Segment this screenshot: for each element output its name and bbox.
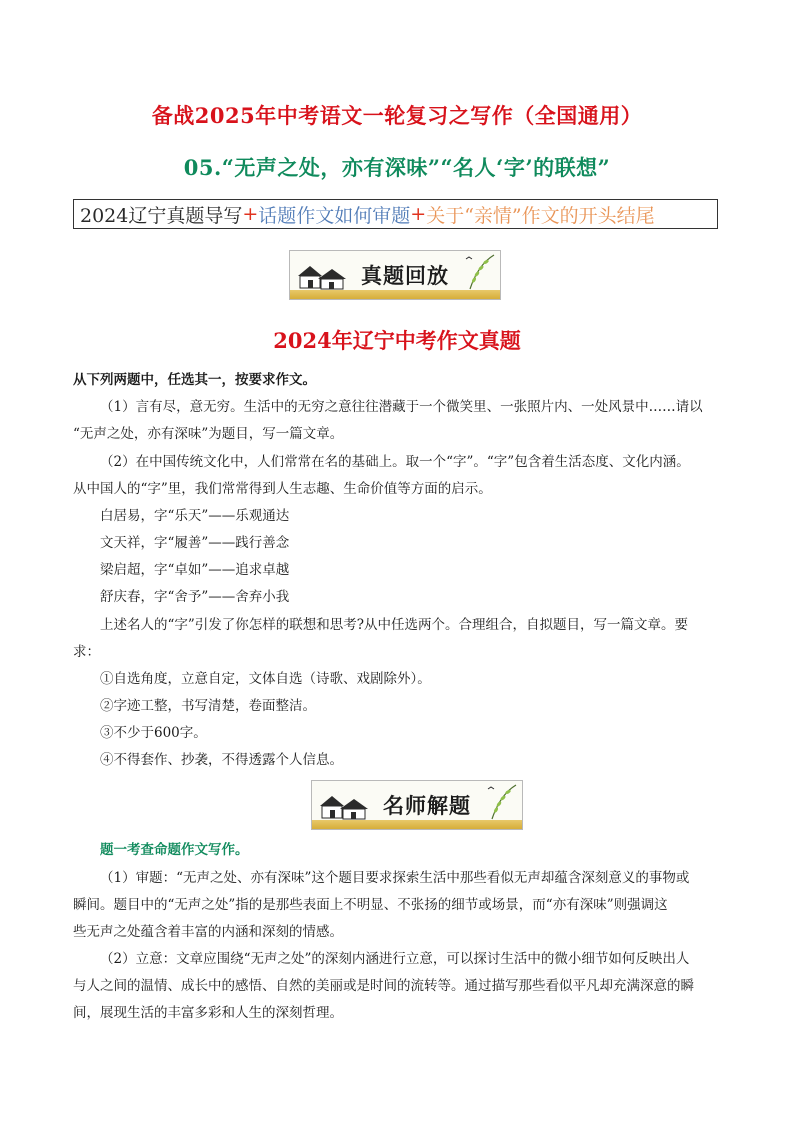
analysis-p2-line1: （2）立意：文章应围绕“无声之处”的深刻内涵进行立意，可以探讨生活中的微小细节如何反映出人 <box>100 951 690 967</box>
analysis-heading: 题一考查命题作文写作。 <box>100 842 249 858</box>
analysis-p1-line3: 些无声之处蕴含着丰富的内涵和深刻的情感。 <box>73 924 343 940</box>
prompt-name-1: 白居易，字“乐天”——乐观通达 <box>100 508 290 524</box>
prompt-name-3: 梁启超，字“卓如”——追求卓越 <box>100 562 290 578</box>
requirement-3: ③不少于600字。 <box>100 725 207 741</box>
prompt-q2-line1: （2）在中国传统文化中，人们常常在名的基础上。取一个“字”。“字”包含着生活态度、文化内涵。 <box>100 454 690 470</box>
willow-branch-icon <box>480 783 518 823</box>
prompt-q2-ask-line2: 求： <box>73 644 100 660</box>
analysis-p1-line1: （1）审题：“无声之处、亦有深味”这个题目要求探索生活中那些看似无声却蕴含深刻意义的事物或 <box>100 870 690 886</box>
guide-part-2: 话题作文如何审题 <box>258 204 411 227</box>
prompt-q1-line1: （1）言有尽，意无穷。生活中的无穷之意往往潜藏于一个微笑里、一张照片内、一处风景中……请以 <box>100 399 703 415</box>
real-exam-banner <box>289 250 501 300</box>
prompt-q2-ask-line1: 上述名人的“字”引发了你怎样的联想和思考?从中任选两个。合理组合，自拟题目，写一篇文章。要 <box>100 617 689 633</box>
guide-plus-1: + <box>242 203 259 225</box>
willow-branch-icon <box>458 253 496 293</box>
requirement-4: ④不得套作、抄袭，不得透露个人信息。 <box>100 752 343 768</box>
teacher-banner-label: 名师解题 <box>383 794 471 818</box>
village-houses-icon <box>296 260 348 292</box>
document-title: 备战2025年中考语文一轮复习之写作（全国通用） <box>151 103 643 128</box>
requirement-2: ②字迹工整，书写清楚，卷面整洁。 <box>100 698 316 714</box>
real-exam-banner-label: 真题回放 <box>361 264 449 288</box>
analysis-p2-line3: 间，展现生活的丰富多彩和人生的深刻哲理。 <box>73 1005 343 1021</box>
guide-box <box>73 199 718 229</box>
document-subtitle: 05.“无声之处，亦有深味”“名人‘字’的联想” <box>183 155 611 180</box>
village-houses-icon <box>318 790 370 822</box>
guide-part-1: 2024辽宁真题导写 <box>80 204 243 227</box>
analysis-p1-line2: 瞬间。题目中的“无声之处”指的是那些表面上不明显、不张扬的细节或场景，而“亦有深味”则强调这 <box>73 897 668 913</box>
prompt-name-2: 文天祥，字“履善”——践行善念 <box>100 535 290 551</box>
teacher-banner <box>311 780 523 830</box>
section-title: 2024年辽宁中考作文真题 <box>273 328 521 353</box>
guide-part-3: 关于“亲情”作文的开头结尾 <box>426 204 655 227</box>
prompt-intro: 从下列两题中，任选其一，按要求作文。 <box>73 372 316 388</box>
prompt-name-4: 舒庆春，字“舍予”——舍弃小我 <box>100 589 290 605</box>
prompt-q2-line2: 从中国人的“字”里，我们常常得到人生志趣、生命价值等方面的启示。 <box>73 481 492 497</box>
requirement-1: ①自选角度，立意自定，文体自选（诗歌、戏剧除外）。 <box>100 671 431 687</box>
guide-plus-2: + <box>410 203 427 225</box>
analysis-p2-line2: 与人之间的温情、成长中的感悟、自然的美丽或是时间的流转等。通过描写那些看似平凡却充满深意的瞬 <box>73 978 694 994</box>
prompt-q1-line2: “无声之处，亦有深味”为题目，写一篇文章。 <box>73 426 344 442</box>
